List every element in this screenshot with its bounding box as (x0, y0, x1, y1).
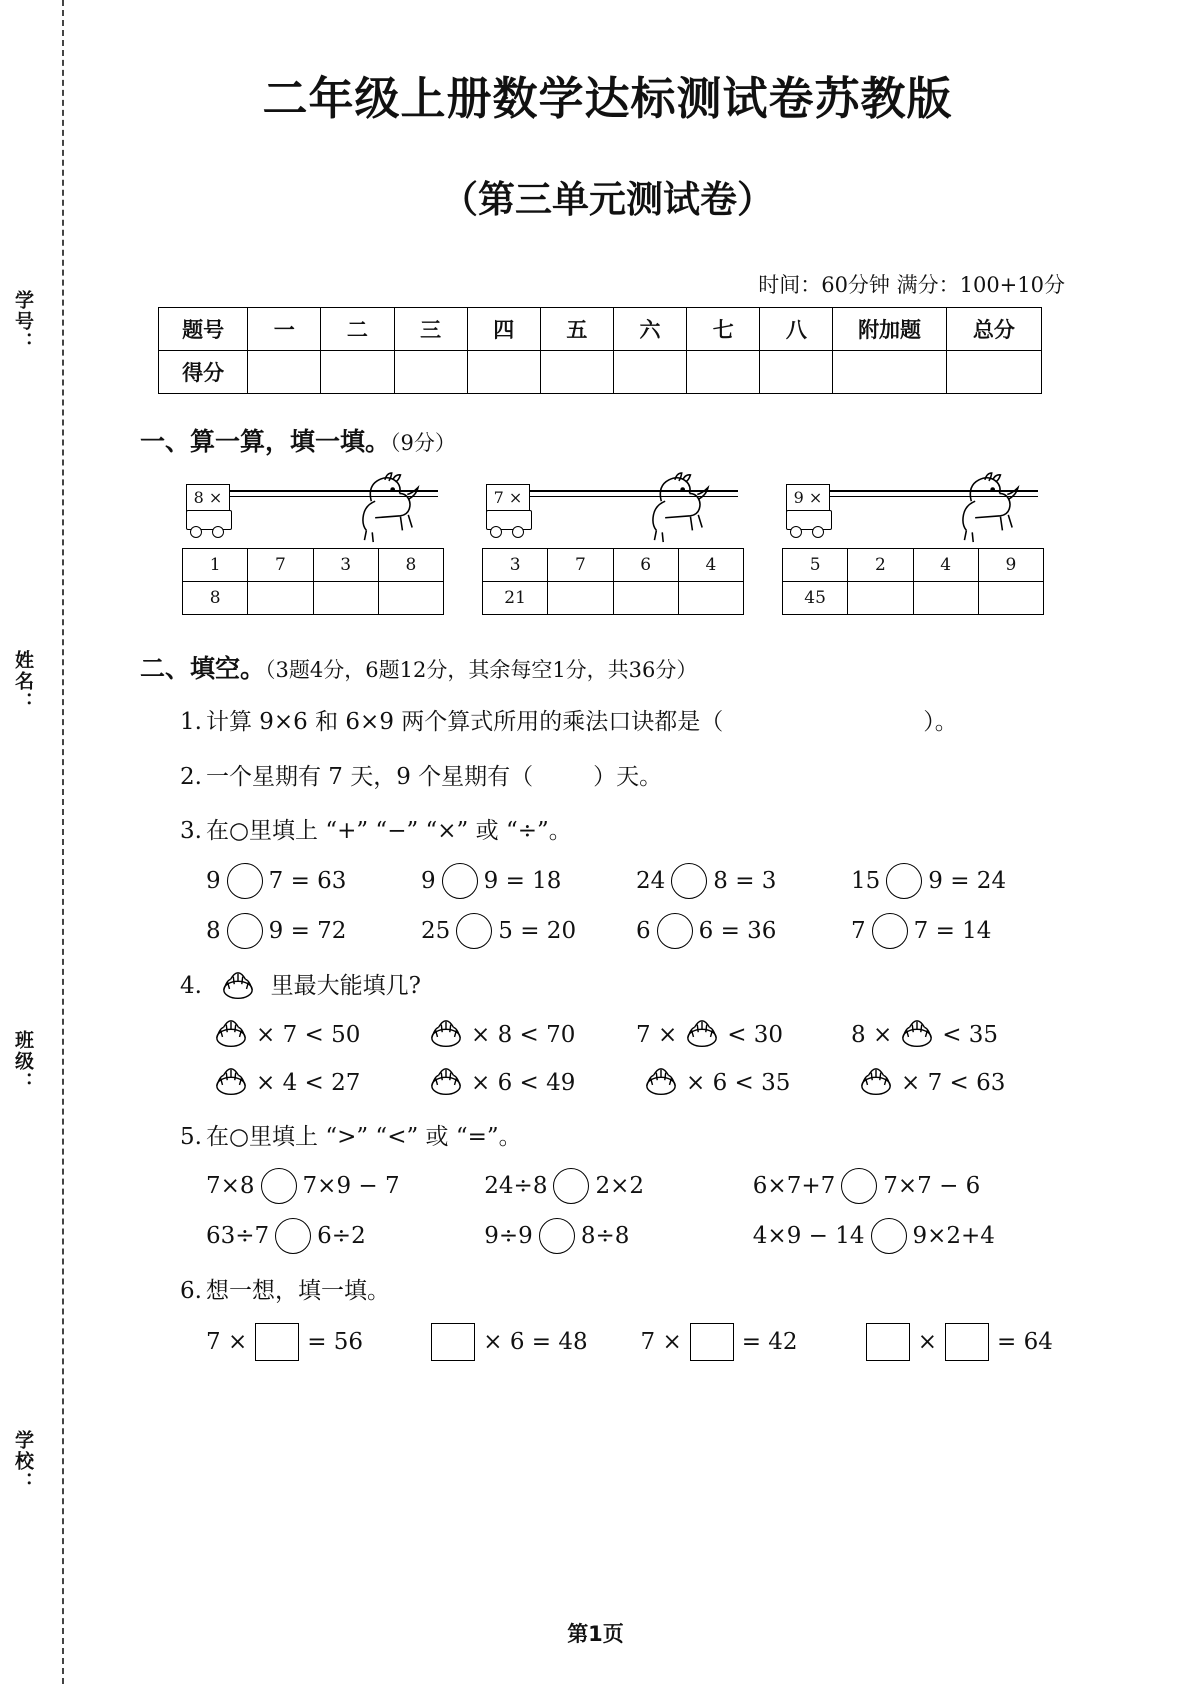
question-index: 2. (180, 763, 202, 790)
section-2-points: （3题4分，6题12分，其余每空1分，共36分） (265, 658, 698, 682)
input-cell: 3 (313, 549, 378, 582)
score-value-cell[interactable] (613, 351, 686, 394)
comparison-circle[interactable] (553, 1168, 589, 1204)
operator-circle[interactable] (872, 913, 908, 949)
operand-right: 7×9 − 7 (302, 1173, 400, 1199)
operator-circle[interactable] (886, 863, 922, 899)
output-cell[interactable]: 45 (783, 582, 848, 615)
output-cell[interactable]: 21 (483, 582, 548, 615)
score-header-cell: 一 (248, 308, 321, 351)
expression-item (206, 1218, 484, 1254)
machine-art (482, 476, 744, 548)
question-4-row-2 (206, 1066, 1075, 1100)
expression-item (206, 1066, 421, 1100)
operand-left: 24÷8 (484, 1173, 548, 1199)
score-value-cell[interactable] (540, 351, 613, 394)
expression-item (206, 1323, 423, 1361)
flower-icon[interactable] (898, 1018, 936, 1052)
question-index: 5. (180, 1123, 202, 1150)
operator-circle[interactable] (442, 863, 478, 899)
operand-right: = 64 (997, 1328, 1053, 1355)
operator-circle[interactable] (227, 913, 263, 949)
section-heading-1 (140, 422, 1075, 458)
operand-right: 8÷8 (580, 1223, 630, 1249)
operand-right: = 56 (307, 1328, 364, 1355)
section-2-title: 二、填空。 (140, 654, 266, 683)
machine-figure (782, 476, 1044, 615)
expression-item (636, 1066, 851, 1100)
expression-item (641, 1323, 858, 1361)
operand-right: 9 = 24 (928, 867, 1007, 894)
expression-item (636, 1018, 851, 1052)
operand-right: 6 = 36 (698, 917, 777, 944)
expression-item (421, 1018, 636, 1052)
machine-art (782, 476, 1044, 548)
score-header-cell: 八 (760, 308, 833, 351)
wheel-icon (212, 526, 224, 538)
operand-left: 9 (421, 867, 436, 894)
wheel-icon (812, 526, 824, 538)
input-cell: 8 (378, 549, 443, 582)
machine-figure (482, 476, 744, 615)
expression-item (206, 913, 421, 949)
operand-left: 8 × (851, 1021, 893, 1048)
side-label-class: 班级： (12, 1030, 34, 1093)
flower-icon (219, 970, 257, 1004)
score-header-cell: 附加题 (833, 308, 946, 351)
operand-left: 9÷9 (484, 1223, 533, 1249)
machine-figures (182, 476, 1075, 615)
score-header-cell: 七 (687, 308, 760, 351)
answer-box[interactable] (431, 1323, 475, 1361)
question-index: 4. (180, 972, 202, 999)
side-label-name: 姓名： (12, 650, 34, 713)
output-cell[interactable] (378, 582, 443, 615)
fold-line (62, 0, 64, 1684)
question-3-row-1 (206, 863, 1075, 899)
score-header-cell: 五 (540, 308, 613, 351)
table-row (783, 582, 1044, 615)
question-text: 在○里填上 “+” “−” “×” 或 “÷”。 (205, 818, 572, 844)
score-header-cell: 总分 (946, 308, 1041, 351)
question-5 (180, 1120, 1075, 1155)
expression-item (421, 863, 636, 899)
score-header-cell: 四 (467, 308, 540, 351)
expression-item (421, 913, 636, 949)
operand-left: 9 (206, 867, 221, 894)
operand-left: 7 × (636, 1021, 678, 1048)
horse-icon (632, 472, 710, 546)
question-text: 计算 9×6 和 6×9 两个算式所用的乘法口诀都是（ (205, 709, 724, 735)
wheel-icon (190, 526, 202, 538)
operand-right: 9 = 72 (268, 917, 347, 944)
operand-left: 25 (421, 917, 451, 944)
table-row (183, 549, 444, 582)
operator-box: 9 × (786, 484, 830, 512)
expression-item (423, 1323, 640, 1361)
output-cell[interactable] (848, 582, 913, 615)
answer-box[interactable] (945, 1323, 989, 1361)
operand-left: 7 (851, 917, 866, 944)
question-3-row-2 (206, 913, 1075, 949)
operand-left: 63÷7 (206, 1223, 270, 1249)
section-heading-2 (140, 649, 1075, 685)
page-title: 二年级上册数学达标测试卷苏教版 (262, 72, 953, 125)
section-1-points: （9分） (390, 431, 456, 455)
score-value-cell[interactable] (833, 351, 946, 394)
expression-item (851, 1018, 1066, 1052)
question-2 (180, 760, 1075, 795)
operator-box: 8 × (186, 484, 230, 512)
comparison-circle[interactable] (539, 1218, 575, 1254)
expression-item (858, 1323, 1075, 1361)
question-4-row-1 (206, 1018, 1075, 1052)
operand-right: × 4 < 27 (256, 1069, 361, 1096)
horse-icon (342, 472, 420, 546)
operand-left: 7 × (640, 1328, 682, 1355)
output-cell[interactable] (978, 582, 1043, 615)
score-value-cell[interactable] (321, 351, 394, 394)
operator-circle[interactable] (657, 913, 693, 949)
operator-symbol: × (917, 1328, 938, 1355)
expression-item (851, 863, 1066, 899)
horse-icon (942, 472, 1020, 546)
score-table (158, 307, 1042, 394)
operand-right: 6÷2 (317, 1223, 366, 1249)
exam-meta: 时间：60分钟 满分：100+10分 (758, 273, 1065, 297)
operand-right: < 35 (942, 1021, 999, 1048)
question-index: 1. (180, 709, 202, 735)
expression-item (206, 1168, 484, 1204)
output-cell[interactable]: 8 (183, 582, 248, 615)
score-header-cell: 六 (613, 308, 686, 351)
input-cell: 7 (248, 549, 313, 582)
operand-right: 9×2+4 (912, 1223, 995, 1249)
question-6-row (206, 1323, 1075, 1361)
question-text: 想一想，填一填。 (205, 1278, 390, 1304)
operand-right: × 8 < 70 (471, 1021, 576, 1048)
expression-item (851, 913, 1066, 949)
score-value-cell[interactable] (687, 351, 760, 394)
operand-right: 5 = 20 (498, 917, 577, 944)
expression-item (753, 1218, 1075, 1254)
expression-item (636, 863, 851, 899)
operand-left: 15 (851, 867, 881, 894)
question-5-row-2 (206, 1218, 1075, 1254)
comparison-circle[interactable] (261, 1168, 297, 1204)
output-cell[interactable] (248, 582, 313, 615)
input-cell: 4 (913, 549, 978, 582)
machine-table (182, 548, 444, 615)
operand-left: 8 (206, 917, 221, 944)
side-label-school: 学校： (12, 1430, 34, 1493)
score-value-cell: 得分 (159, 351, 248, 394)
wheel-icon (512, 526, 524, 538)
question-tail: ）天。 (593, 763, 663, 790)
operand-left: 6×7+7 (752, 1173, 836, 1199)
question-4 (180, 969, 1075, 1004)
flower-icon[interactable] (427, 1066, 465, 1100)
score-value-cell[interactable] (394, 351, 467, 394)
flower-icon[interactable] (683, 1018, 721, 1052)
flower-icon[interactable] (857, 1066, 895, 1100)
answer-box[interactable] (690, 1323, 734, 1361)
operand-right: × 6 < 35 (686, 1069, 791, 1096)
operand-right: × 7 < 63 (901, 1069, 1006, 1096)
table-row (183, 582, 444, 615)
score-value-cell[interactable] (467, 351, 540, 394)
score-value-cell[interactable] (946, 351, 1041, 394)
operand-right: 9 = 18 (483, 867, 562, 894)
machine-art (182, 476, 444, 548)
question-text: 在○里填上 “>” “<” 或 “=”。 (205, 1123, 522, 1150)
operand-left: 6 (636, 917, 651, 944)
flower-icon[interactable] (427, 1018, 465, 1052)
table-row (159, 351, 1042, 394)
score-header-cell: 题号 (159, 308, 248, 351)
operand-right: 7×7 − 6 (883, 1173, 981, 1199)
page-number: 第1页 (567, 1622, 624, 1646)
input-cell: 6 (613, 549, 678, 582)
operand-left: 7×8 (206, 1173, 255, 1199)
paper-content (140, 0, 1075, 1361)
output-cell[interactable] (613, 582, 678, 615)
expression-item (484, 1168, 753, 1204)
section-1-title: 一、算一算，填一填。 (140, 427, 391, 456)
input-cell: 3 (483, 549, 548, 582)
flower-icon[interactable] (212, 1018, 250, 1052)
expression-item (206, 863, 421, 899)
operator-circle[interactable] (671, 863, 707, 899)
question-text: 里最大能填几? (270, 972, 421, 999)
question-6 (180, 1274, 1075, 1309)
output-cell[interactable] (313, 582, 378, 615)
expression-item (636, 913, 851, 949)
expression-item (206, 1018, 421, 1052)
operand-right: × 7 < 50 (256, 1021, 361, 1048)
operand-right: = 42 (741, 1328, 798, 1355)
input-cell: 1 (183, 549, 248, 582)
operand-left: 4×9 − 14 (752, 1223, 865, 1249)
score-header-cell: 三 (394, 308, 467, 351)
table-row (159, 308, 1042, 351)
input-cell: 7 (548, 549, 613, 582)
expression-item (851, 1066, 1066, 1100)
question-index: 3. (180, 818, 202, 844)
side-label-student-id: 学号： (12, 290, 34, 353)
input-cell: 9 (978, 549, 1043, 582)
question-1 (180, 705, 1075, 740)
operand-right: 8 = 3 (713, 867, 777, 894)
output-cell[interactable] (913, 582, 978, 615)
machine-table (482, 548, 744, 615)
flower-icon[interactable] (212, 1066, 250, 1100)
comparison-circle[interactable] (275, 1218, 311, 1254)
score-value-cell[interactable] (760, 351, 833, 394)
question-5-row-1 (206, 1168, 1075, 1204)
machine-table (782, 548, 1044, 615)
page-subtitle: （第三单元测试卷） (441, 178, 774, 221)
operand-right: 2×2 (595, 1173, 644, 1199)
table-row (483, 582, 744, 615)
operand-left: 24 (636, 867, 666, 894)
operand-left: 7 × (206, 1328, 248, 1355)
input-cell: 4 (678, 549, 743, 582)
score-header-cell: 二 (321, 308, 394, 351)
operand-right: × 6 = 48 (483, 1328, 588, 1355)
input-cell: 2 (848, 549, 913, 582)
operator-circle[interactable] (227, 863, 263, 899)
input-cell: 5 (783, 549, 848, 582)
question-3 (180, 814, 1075, 849)
comparison-circle[interactable] (871, 1218, 907, 1254)
question-index: 6. (180, 1278, 202, 1304)
flower-icon[interactable] (642, 1066, 680, 1100)
operand-right: < 30 (727, 1021, 784, 1048)
machine-figure (182, 476, 444, 615)
score-value-cell[interactable] (248, 351, 321, 394)
table-row (783, 549, 1044, 582)
operand-right: 7 = 14 (913, 917, 992, 944)
question-tail: ）。 (923, 709, 958, 735)
comparison-circle[interactable] (841, 1168, 877, 1204)
expression-item (753, 1168, 1075, 1204)
table-row (483, 549, 744, 582)
operator-circle[interactable] (456, 913, 492, 949)
output-cell[interactable] (548, 582, 613, 615)
operand-right: 7 = 63 (268, 867, 347, 894)
output-cell[interactable] (678, 582, 743, 615)
expression-item (484, 1218, 753, 1254)
expression-item (421, 1066, 636, 1100)
answer-box[interactable] (255, 1323, 299, 1361)
wheel-icon (790, 526, 802, 538)
operator-box: 7 × (486, 484, 530, 512)
answer-box[interactable] (866, 1323, 910, 1361)
wheel-icon (490, 526, 502, 538)
question-text: 一个星期有 7 天，9 个星期有（ (205, 763, 534, 790)
operand-right: × 6 < 49 (471, 1069, 576, 1096)
